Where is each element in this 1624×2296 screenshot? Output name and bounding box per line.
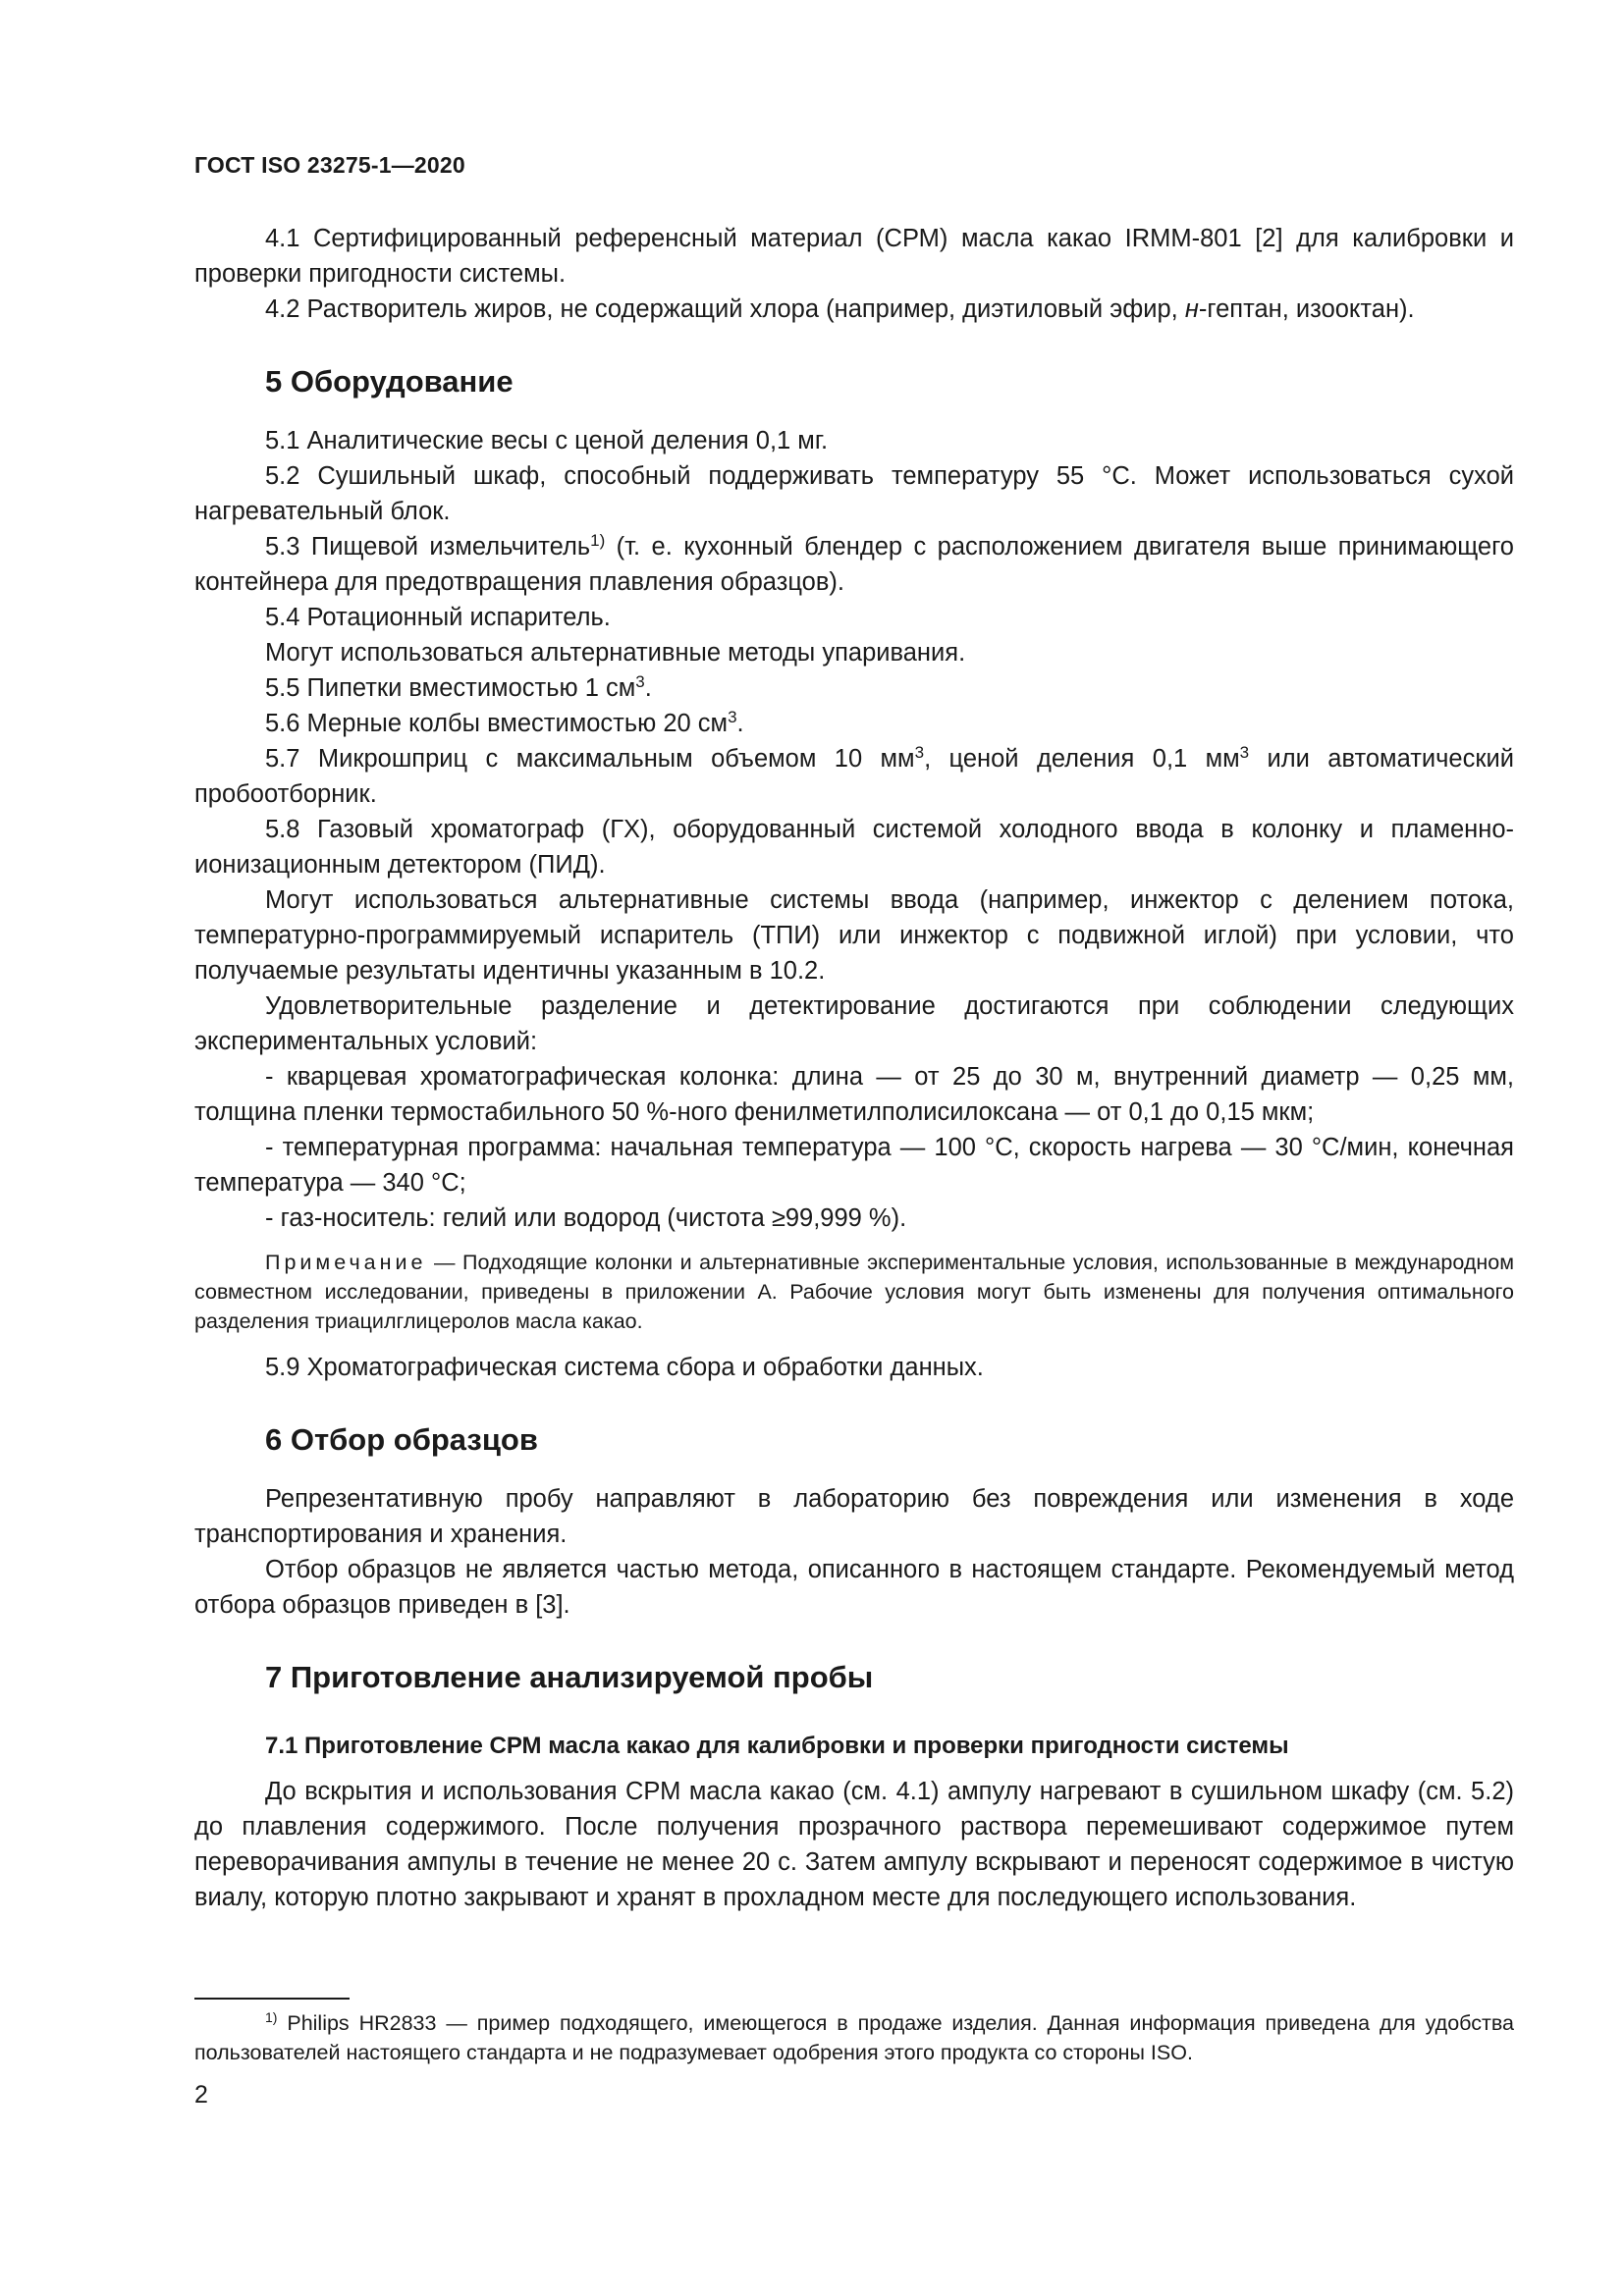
paragraph-5-8-conditions: Удовлетворительные разделение и детектирование достигаются при соблюдении следующих экспериментальных условий:: [194, 992, 1514, 1055]
paragraph-5-5: 5.5 Пипетки вместимостью 1 $см^3$.: [265, 672, 652, 702]
list-item: - газ-носитель: гелий или водород (чистота ≥99,999 %).: [265, 1204, 907, 1232]
paragraph-5-7: 5.7 Микрошприц с максимальным объемом 10 $мм^3$, ценой деления 0,1 $мм^3$ или автоматический пробоотборник.: [194, 743, 1514, 808]
paragraph-5-9: 5.9 Хроматографическая система сбора и обработки данных.: [265, 1354, 984, 1381]
section-5-title: 5 Оборудование: [265, 364, 514, 399]
list-item: - кварцевая хроматографическая колонка: длина — от 25 до 30 м, внутренний диаметр — 0,25 мм, толщина пленки термостабильного 50 %-ного фенилметилполисилоксана — от 0,1 до 0,15 мкм;: [194, 1063, 1514, 1126]
footnote-divider: [194, 1998, 350, 2000]
paragraph-7-1: До вскрытия и использования СРМ масла какао (см. 4.1) ампулу нагревают в сушильном шкафу (см. 5.2) до плавления содержимого. После получения прозрачного раствора перемешивают содержимое путем переворачивания ампулы в течение не менее 20 с. Затем ампулу вскрывают и переносят содержимое в чистую виалу, которую плотно закрывают и хранят в прохладном месте для последующего использования.: [194, 1778, 1514, 1911]
paragraph-5-8: 5.8 Газовый хроматограф (ГХ), оборудованный системой холодного ввода в колонку и пламенно-ионизационным детектором (ПИД).: [194, 816, 1514, 879]
paragraph-5-3: 5.3 Пищевой измельчитель$^{1)}$ (т. е. кухонный блендер с расположением двигателя выше принимающего контейнера для предотвращения плавления образцов).: [194, 531, 1514, 596]
paragraph-5-2: 5.2 Сушильный шкаф, способный поддерживать температуру 55 °С. Может использоваться сухой нагревательный блок.: [194, 462, 1514, 525]
note-label: Примечание: [265, 1251, 427, 1274]
paragraph-4-2: 4.2 Растворитель жиров, не содержащий хлора (например, диэтиловый эфир, н-гептан, изооктан).: [265, 295, 1415, 323]
page-body: [194, 221, 1514, 1915]
list-item: - температурная программа: начальная температура — 100 °С, скорость нагрева — 30 °С/мин, конечная температура — 340 °С;: [194, 1134, 1514, 1197]
footnote-marker: 1): [265, 2009, 278, 2025]
paragraph-6-2: Отбор образцов не является частью метода, описанного в настоящем стандарте. Рекомендуемый метод отбора образцов приведен в [3].: [194, 1556, 1514, 1619]
paragraph-5-4-alt: Могут использоваться альтернативные методы упаривания.: [265, 639, 966, 667]
section-6-title: 6 Отбор образцов: [265, 1422, 538, 1457]
paragraph-5-1: 5.1 Аналитические весы с ценой деления 0,1 мг.: [265, 427, 829, 454]
paragraph-5-6: 5.6 Мерные колбы вместимостью 20 $см^3$.: [265, 708, 744, 737]
paragraph-4-1: 4.1 Сертифицированный референсный материал (СРМ) масла какао IRMM-801 [2] для калибровки и проверки пригодности системы.: [194, 225, 1514, 288]
paragraph-6-1: Репрезентативную пробу направляют в лабораторию без повреждения или изменения в ходе транспортирования и хранения.: [194, 1485, 1514, 1548]
note: Примечание — Подходящие колонки и альтернативные экспериментальные условия, использованные в международном совместном исследовании, приведены в приложении А. Рабочие условия могут быть изменены для получения оптимального разделения триацилглицеролов масла какао.: [194, 1251, 1514, 1333]
subsection-7-1-title: 7.1 Приготовление СРМ масла какао для калибровки и проверки пригодности системы: [265, 1733, 1289, 1759]
page-number: 2: [194, 2081, 208, 2109]
paragraph-5-4: 5.4 Ротационный испаритель.: [265, 604, 611, 631]
italic-n: н: [1184, 295, 1199, 323]
paragraph-5-8-alt: Могут использоваться альтернативные системы ввода (например, инжектор с делением потока, температурно-программируемый испаритель (ТПИ) или инжектор с подвижной иглой) при условии, что получаемые результаты идентичны указанным в 10.2.: [194, 886, 1514, 985]
section-7-title: 7 Приготовление анализируемой пробы: [265, 1660, 874, 1694]
document-code-header: ГОСТ ISO 23275-1—2020: [194, 152, 465, 178]
footnote: $^{1)}$ Philips HR2833 — пример подходящего, имеющегося в продаже изделия. Данная информация приведена для удобства пользователей настоящего стандарта и не подразумевает одобрения этого продукта со стороны ISO.: [194, 2009, 1514, 2064]
footnote-ref: 1): [590, 531, 606, 550]
